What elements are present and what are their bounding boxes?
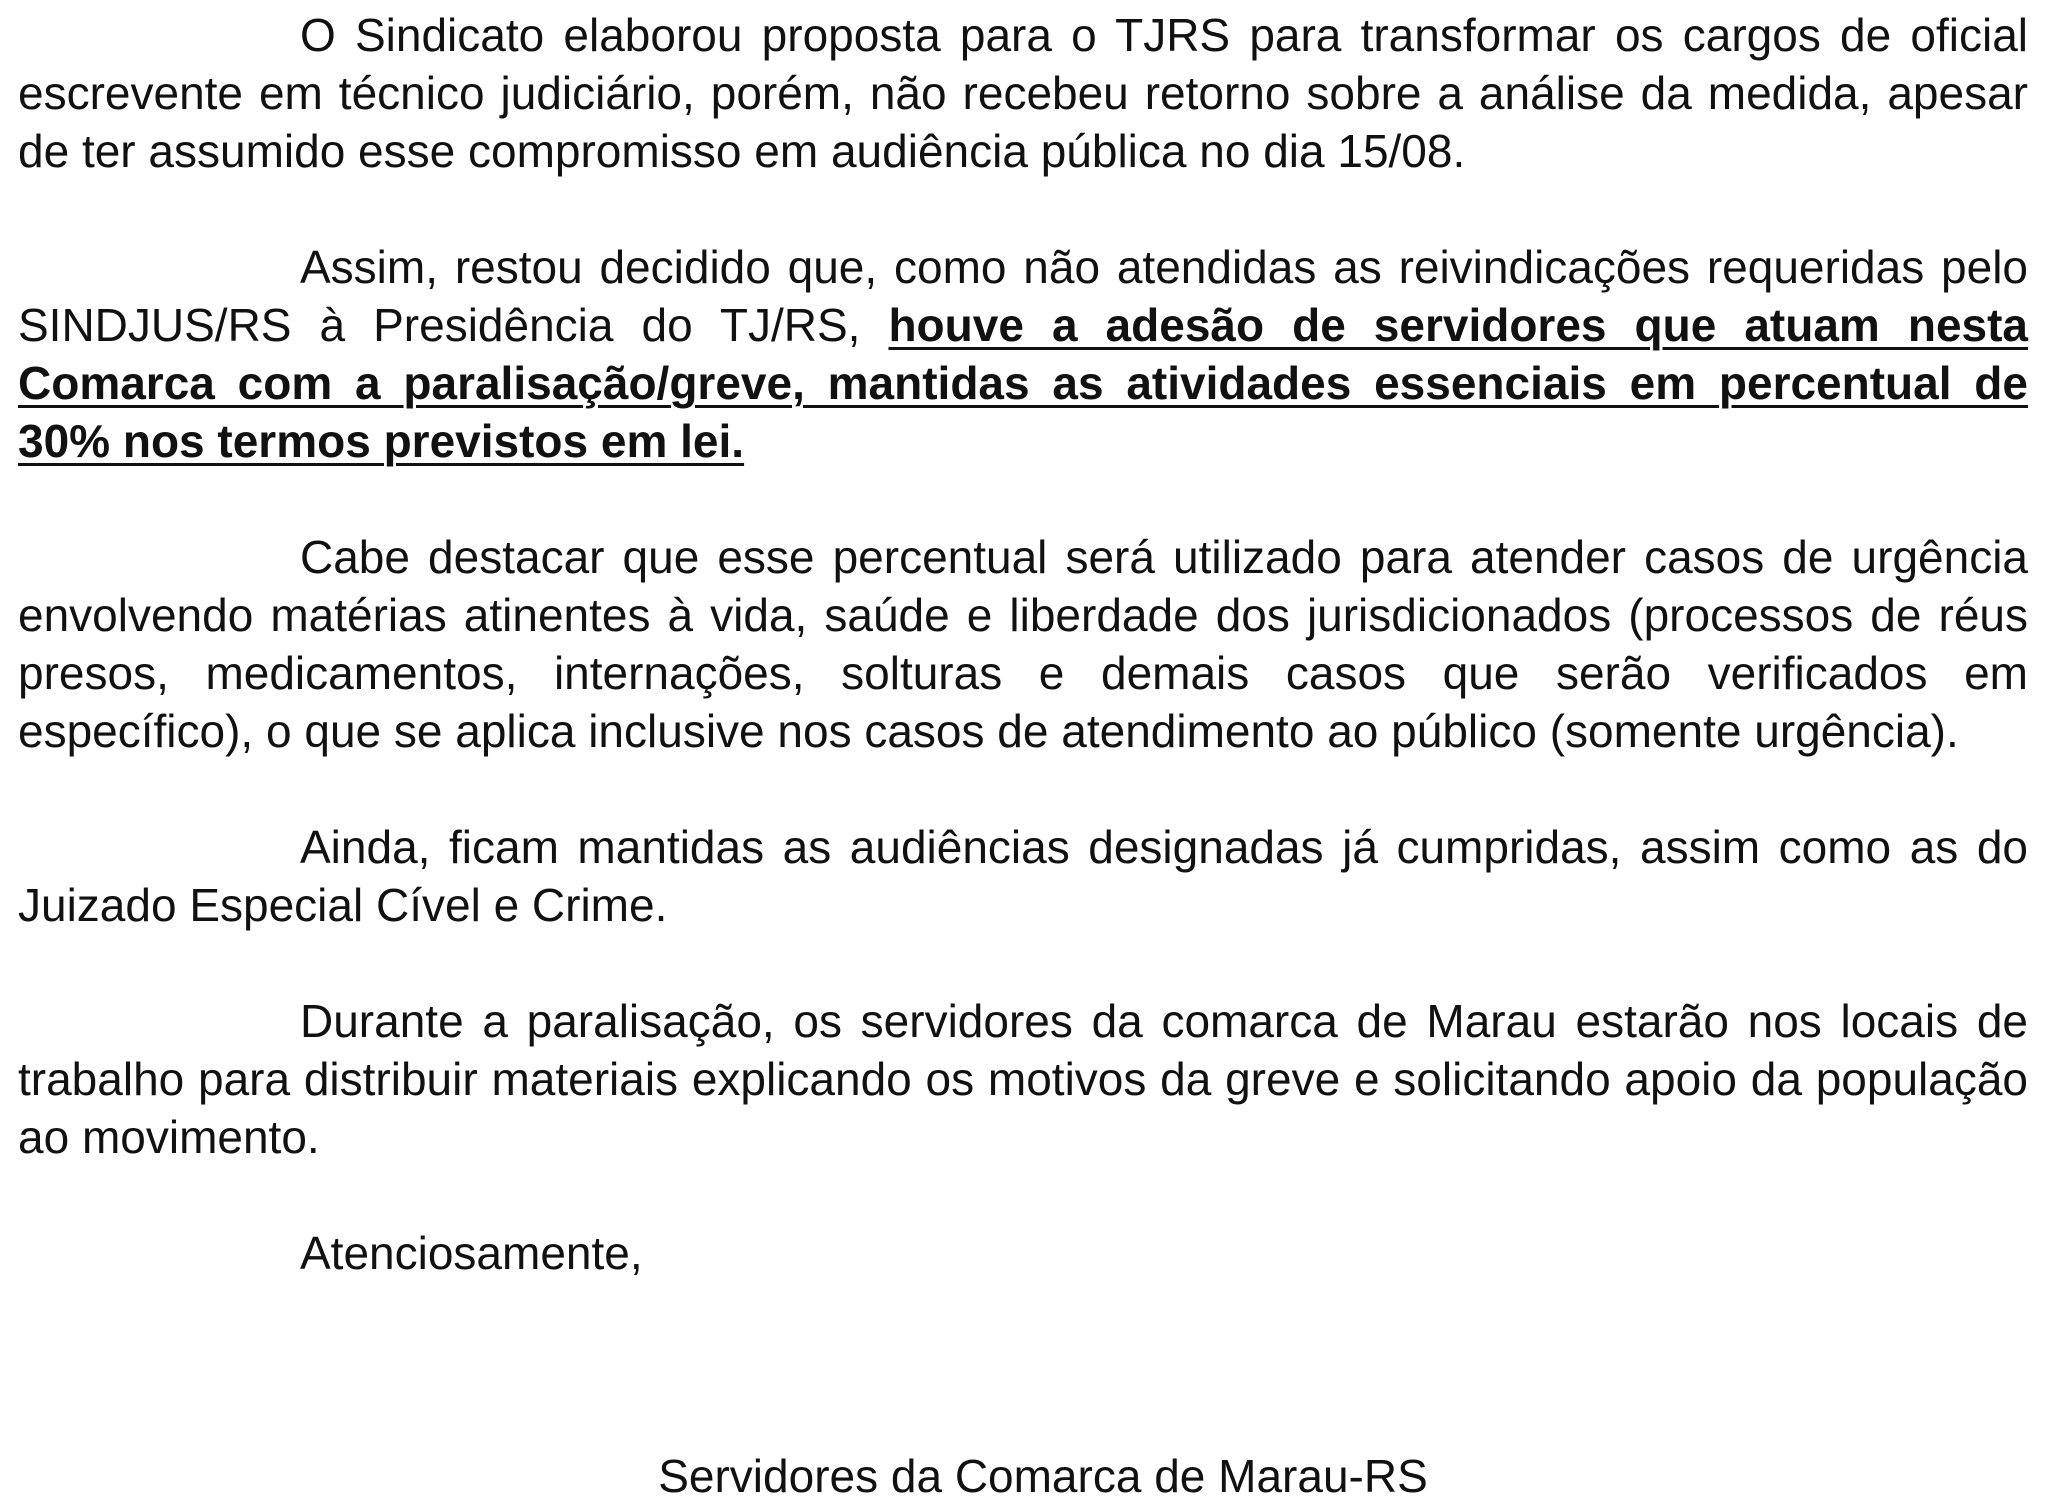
paragraph-urgency: Cabe destacar que esse percentual será utilizado para atender casos de urgência envolvendo matérias atinentes à vida, saúde e liberdade dos jurisdicionados (processos de réus presos, medicamentos, internações, solturas e demais casos que serão verificados em específico), o que se aplica inclusive nos casos de atendimento ao público (somente urgência).	[18, 531, 2028, 757]
paragraph-proposal: O Sindicato elaborou proposta para o TJRS para transformar os cargos de oficial escrevente em técnico judiciário, porém, não recebeu retorno sobre a análise da medida, apesar de ter assumido esse compromisso em audiência pública no dia 15/08.	[18, 9, 2028, 177]
signature-line: Servidores da Comarca de Marau-RS	[658, 1450, 1428, 1502]
paragraph-hearings: Ainda, ficam mantidas as audiências designadas já cumpridas, assim como as do Juizado Especial Cível e Crime.	[18, 821, 2028, 931]
decision-emphasis-text: houve a adesão de servidores que atuam nesta Comarca com a paralisação/greve, mantidas as atividades essenciais em percentual de 30% nos termos previstos em lei.	[18, 299, 2029, 467]
paragraph-strike-activities: Durante a paralisação, os servidores da comarca de Marau estarão nos locais de trabalho para distribuir materiais explicando os motivos da greve e solicitando apoio da população ao movimento.	[18, 995, 2028, 1163]
document-body	[18, 6, 2028, 1282]
decision-intro-text: Assim, restou decidido que, como não atendidas as reivindicações requeridas pelo SINDJUS/RS à Presidência do TJ/RS,	[18, 241, 2028, 351]
closing-salutation: Atenciosamente,	[300, 1227, 643, 1279]
paragraph-decision	[18, 238, 2028, 470]
